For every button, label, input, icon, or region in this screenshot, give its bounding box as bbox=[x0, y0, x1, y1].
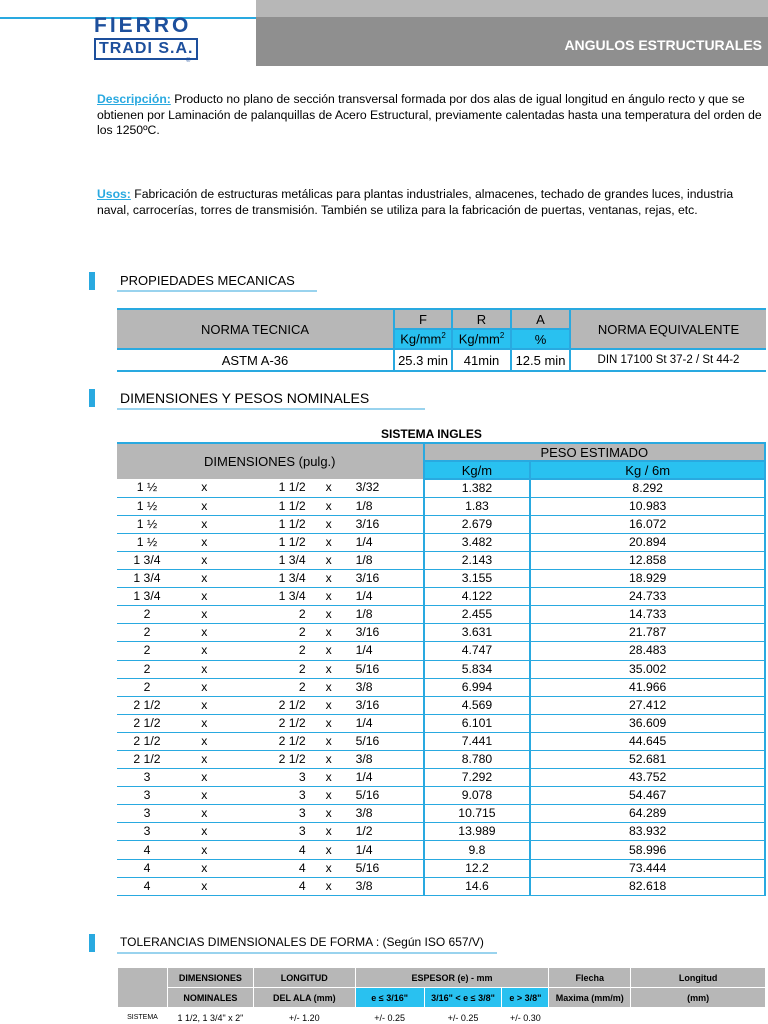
mech-col-f: F bbox=[394, 309, 452, 329]
tol-h-lng1: Longitud bbox=[631, 968, 766, 988]
uses-paragraph bbox=[97, 187, 765, 218]
cell-dim-x1: x bbox=[177, 714, 232, 732]
cell-dim-x1: x bbox=[177, 678, 232, 696]
description-text: Producto no plano de sección transversal formada por dos alas de igual longitud en ángulo recto y que se obtienen por Laminación de palanquillas de Acero Estructural, previamente calentadas hasta una temperatura del orden de los 1250ºC. bbox=[97, 92, 762, 137]
table-row bbox=[117, 588, 765, 606]
cell-dim-e: 1/8 bbox=[344, 551, 424, 569]
tol-h-flecha1: Flecha bbox=[549, 968, 631, 988]
cell-kg6m: 64.289 bbox=[530, 805, 765, 823]
uses-text: Fabricación de estructuras metálicas para plantas industriales, almacenes, techado de grandes luces, industria naval, carrocerías, torres de transmisión. También se utiliza para la fabricación de puertas, ventanas, rejas, etc. bbox=[97, 187, 734, 217]
dims-heading-underline bbox=[117, 408, 425, 410]
cell-dim-e: 3/16 bbox=[344, 624, 424, 642]
mech-heading: PROPIEDADES MECANICAS bbox=[120, 273, 295, 288]
tol-h-dims2: NOMINALES bbox=[167, 988, 253, 1008]
cell-dim-e: 1/8 bbox=[344, 606, 424, 624]
cell-dim-e: 5/16 bbox=[344, 859, 424, 877]
uses-label: Usos: bbox=[97, 187, 131, 201]
cell-dim-e: 3/8 bbox=[344, 751, 424, 769]
tol-table bbox=[117, 967, 766, 1024]
cell-dim-x2: x bbox=[314, 515, 344, 533]
cell-kg6m: 12.858 bbox=[530, 551, 765, 569]
cell-dim-x2: x bbox=[314, 805, 344, 823]
table-row bbox=[117, 678, 765, 696]
table-row bbox=[117, 479, 765, 497]
cell-dim-e: 3/16 bbox=[344, 570, 424, 588]
section-marker bbox=[89, 272, 95, 290]
cell-dim-b: 4 bbox=[232, 841, 314, 859]
cell-dim-x2: x bbox=[314, 787, 344, 805]
cell-kgm: 10.715 bbox=[424, 805, 531, 823]
table-row bbox=[117, 714, 765, 732]
tol-row-lng bbox=[631, 1008, 766, 1024]
mech-unit-f: $Kg/mm^2$ bbox=[394, 329, 452, 349]
cell-kg6m: 73.444 bbox=[530, 859, 765, 877]
cell-dim-e: 5/16 bbox=[344, 732, 424, 750]
cell-dim-b: 3 bbox=[232, 805, 314, 823]
table-row bbox=[117, 823, 765, 841]
cell-dim-x1: x bbox=[177, 751, 232, 769]
cell-kgm: 5.834 bbox=[424, 660, 531, 678]
cell-kgm: 3.631 bbox=[424, 624, 531, 642]
section-marker bbox=[89, 389, 95, 407]
cell-dim-a: 3 bbox=[117, 787, 177, 805]
table-row bbox=[117, 515, 765, 533]
cell-dim-a: 2 1/2 bbox=[117, 696, 177, 714]
cell-dim-x1: x bbox=[177, 787, 232, 805]
tol-row-flecha bbox=[549, 1008, 631, 1024]
cell-dim-x1: x bbox=[177, 551, 232, 569]
cell-dim-e: 1/4 bbox=[344, 769, 424, 787]
dims-col-dims: DIMENSIONES (pulg.) bbox=[117, 443, 424, 479]
cell-dim-e: 3/8 bbox=[344, 678, 424, 696]
cell-dim-x2: x bbox=[314, 696, 344, 714]
cell-dim-b: 4 bbox=[232, 877, 314, 895]
cell-kgm: 1.382 bbox=[424, 479, 531, 497]
cell-kgm: 7.441 bbox=[424, 732, 531, 750]
cell-kgm: 9.8 bbox=[424, 841, 531, 859]
cell-dim-e: 1/8 bbox=[344, 497, 424, 515]
cell-kg6m: 24.733 bbox=[530, 588, 765, 606]
cell-kg6m: 44.645 bbox=[530, 732, 765, 750]
cell-dim-b: 2 1/2 bbox=[232, 732, 314, 750]
table-row bbox=[117, 732, 765, 750]
cell-dim-a: 1 3/4 bbox=[117, 588, 177, 606]
cell-dim-x1: x bbox=[177, 859, 232, 877]
cell-dim-b: 3 bbox=[232, 787, 314, 805]
cell-kgm: 6.101 bbox=[424, 714, 531, 732]
cell-dim-x2: x bbox=[314, 588, 344, 606]
cell-dim-e: 1/4 bbox=[344, 841, 424, 859]
cell-dim-e: 3/8 bbox=[344, 805, 424, 823]
cell-dim-b: 2 bbox=[232, 624, 314, 642]
cell-dim-e: 1/4 bbox=[344, 642, 424, 660]
cell-dim-e: 1/4 bbox=[344, 533, 424, 551]
mech-col-a: A bbox=[511, 309, 570, 329]
mech-val-f: 25.3 min bbox=[394, 349, 452, 371]
cell-dim-x2: x bbox=[314, 751, 344, 769]
description-label: Descripción: bbox=[97, 92, 171, 106]
cell-kgm: 9.078 bbox=[424, 787, 531, 805]
cell-kg6m: 41.966 bbox=[530, 678, 765, 696]
cell-dim-x2: x bbox=[314, 877, 344, 895]
cell-dim-x1: x bbox=[177, 588, 232, 606]
table-row bbox=[117, 859, 765, 877]
cell-dim-b: 1 3/4 bbox=[232, 588, 314, 606]
cell-kg6m: 18.929 bbox=[530, 570, 765, 588]
cell-kgm: 4.122 bbox=[424, 588, 531, 606]
cell-dim-e: 5/16 bbox=[344, 660, 424, 678]
cell-dim-b: 2 bbox=[232, 606, 314, 624]
cell-dim-b: 2 1/2 bbox=[232, 751, 314, 769]
cell-dim-a: 3 bbox=[117, 769, 177, 787]
cell-dim-b: 2 bbox=[232, 642, 314, 660]
table-row bbox=[117, 642, 765, 660]
cell-dim-x2: x bbox=[314, 769, 344, 787]
cell-dim-x1: x bbox=[177, 570, 232, 588]
cell-kg6m: 35.002 bbox=[530, 660, 765, 678]
cell-kg6m: 54.467 bbox=[530, 787, 765, 805]
mech-val-norma: ASTM A-36 bbox=[221, 352, 289, 368]
tol-h-e1: e ≤ 3/16" bbox=[355, 988, 424, 1008]
cell-kgm: 3.482 bbox=[424, 533, 531, 551]
cell-kgm: 4.747 bbox=[424, 642, 531, 660]
cell-dim-a: 2 1/2 bbox=[117, 714, 177, 732]
cell-dim-b: 2 1/2 bbox=[232, 696, 314, 714]
cell-kgm: 14.6 bbox=[424, 877, 531, 895]
cell-dim-e: 3/16 bbox=[344, 515, 424, 533]
cell-dim-x2: x bbox=[314, 533, 344, 551]
cell-dim-x2: x bbox=[314, 859, 344, 877]
cell-kgm: 1.83 bbox=[424, 497, 531, 515]
cell-dim-b: 1 1/2 bbox=[232, 533, 314, 551]
cell-dim-e: 5/16 bbox=[344, 787, 424, 805]
table-row bbox=[117, 497, 765, 515]
cell-dim-x2: x bbox=[314, 642, 344, 660]
cell-dim-b: 1 1/2 bbox=[232, 479, 314, 497]
registered-mark: ® bbox=[186, 58, 191, 64]
cell-kg6m: 14.733 bbox=[530, 606, 765, 624]
header-band-light bbox=[256, 0, 768, 17]
cell-dim-x1: x bbox=[177, 660, 232, 678]
cell-dim-a: 2 bbox=[117, 606, 177, 624]
cell-dim-x2: x bbox=[314, 551, 344, 569]
table-row bbox=[117, 551, 765, 569]
cell-dim-b: 1 1/2 bbox=[232, 497, 314, 515]
tol-h-esp: ESPESOR (e) - mm bbox=[355, 968, 549, 988]
tol-row-e1: +/- 0.25 bbox=[355, 1008, 424, 1024]
cell-dim-x1: x bbox=[177, 841, 232, 859]
table-row bbox=[117, 533, 765, 551]
cell-dim-x2: x bbox=[314, 606, 344, 624]
cell-dim-e: 3/8 bbox=[344, 877, 424, 895]
cell-dim-x1: x bbox=[177, 533, 232, 551]
header-band-dark bbox=[256, 17, 768, 66]
cell-kgm: 8.780 bbox=[424, 751, 531, 769]
cell-kgm: 3.155 bbox=[424, 570, 531, 588]
cell-dim-b: 1 3/4 bbox=[232, 570, 314, 588]
mech-val-a: 12.5 min bbox=[511, 349, 570, 371]
cell-dim-x2: x bbox=[314, 570, 344, 588]
cell-kgm: 2.679 bbox=[424, 515, 531, 533]
dims-col-kgm: Kg/m bbox=[424, 461, 531, 479]
cell-kg6m: 20.894 bbox=[530, 533, 765, 551]
cell-dim-a: 3 bbox=[117, 823, 177, 841]
cell-dim-a: 4 bbox=[117, 859, 177, 877]
cell-dim-x2: x bbox=[314, 823, 344, 841]
dims-col-peso: PESO ESTIMADO bbox=[424, 443, 765, 461]
table-row bbox=[117, 841, 765, 859]
cell-kg6m: 27.412 bbox=[530, 696, 765, 714]
table-row bbox=[117, 696, 765, 714]
cell-dim-a: 1 3/4 bbox=[117, 551, 177, 569]
cell-dim-a: 2 bbox=[117, 642, 177, 660]
cell-dim-b: 3 bbox=[232, 769, 314, 787]
cell-dim-a: 2 bbox=[117, 660, 177, 678]
cell-dim-e: 3/16 bbox=[344, 696, 424, 714]
table-row bbox=[117, 877, 765, 895]
cell-kg6m: 52.681 bbox=[530, 751, 765, 769]
dims-table bbox=[117, 442, 766, 896]
mech-col-r: R bbox=[452, 309, 511, 329]
cell-dim-x2: x bbox=[314, 841, 344, 859]
tol-h-flecha2: Maxima (mm/m) bbox=[549, 988, 631, 1008]
tol-heading: TOLERANCIAS DIMENSIONALES DE FORMA : (Según ISO 657/V) bbox=[120, 935, 484, 949]
tol-h-e3: e > 3/8" bbox=[502, 988, 549, 1008]
section-marker bbox=[89, 934, 95, 952]
mech-unit-r: $Kg/mm^2$ bbox=[452, 329, 511, 349]
cell-kg6m: 16.072 bbox=[530, 515, 765, 533]
cell-dim-b: 1 3/4 bbox=[232, 551, 314, 569]
tol-row-system: SISTEMA bbox=[118, 1008, 168, 1024]
company-logo bbox=[94, 14, 204, 68]
cell-kg6m: 83.932 bbox=[530, 823, 765, 841]
mech-table bbox=[117, 308, 766, 372]
cell-dim-a: 3 bbox=[117, 805, 177, 823]
tol-row-long: +/- 1.20 bbox=[253, 1008, 355, 1024]
cell-dim-x1: x bbox=[177, 624, 232, 642]
tol-h-lng2: (mm) bbox=[631, 988, 766, 1008]
system-label: SISTEMA INGLES bbox=[381, 427, 482, 441]
tol-h-e2: 3/16" < e ≤ 3/8" bbox=[424, 988, 502, 1008]
tol-corner bbox=[118, 968, 168, 1008]
cell-dim-a: 1 ½ bbox=[117, 515, 177, 533]
logo-top-text: FIERRO bbox=[94, 14, 192, 37]
cell-kg6m: 82.618 bbox=[530, 877, 765, 895]
cell-dim-a: 2 1/2 bbox=[117, 751, 177, 769]
table-row bbox=[117, 751, 765, 769]
cell-dim-x1: x bbox=[177, 696, 232, 714]
cell-dim-b: 4 bbox=[232, 859, 314, 877]
dims-table-body bbox=[117, 479, 765, 895]
cell-dim-a: 1 3/4 bbox=[117, 570, 177, 588]
cell-dim-a: 4 bbox=[117, 877, 177, 895]
cell-dim-a: 1 ½ bbox=[117, 497, 177, 515]
cell-kgm: 7.292 bbox=[424, 769, 531, 787]
cell-dim-a: 2 bbox=[117, 624, 177, 642]
cell-dim-e: 1/4 bbox=[344, 588, 424, 606]
cell-dim-e: 1/4 bbox=[344, 714, 424, 732]
tol-row-e3: +/- 0.30 bbox=[502, 1008, 549, 1024]
cell-kg6m: 8.292 bbox=[530, 479, 765, 497]
cell-dim-x2: x bbox=[314, 732, 344, 750]
table-row bbox=[117, 624, 765, 642]
cell-dim-x1: x bbox=[177, 823, 232, 841]
cell-kg6m: 58.996 bbox=[530, 841, 765, 859]
mech-heading-underline bbox=[117, 290, 317, 292]
cell-dim-x2: x bbox=[314, 497, 344, 515]
cell-kgm: 13.989 bbox=[424, 823, 531, 841]
table-row bbox=[117, 570, 765, 588]
cell-dim-x2: x bbox=[314, 479, 344, 497]
tol-h-long2: DEL ALA (mm) bbox=[253, 988, 355, 1008]
cell-dim-b: 2 bbox=[232, 678, 314, 696]
cell-dim-x1: x bbox=[177, 606, 232, 624]
mech-col-norma: NORMA TECNICA bbox=[117, 309, 394, 349]
cell-dim-a: 1 ½ bbox=[117, 479, 177, 497]
cell-dim-a: 1 ½ bbox=[117, 533, 177, 551]
cell-dim-x1: x bbox=[177, 805, 232, 823]
cell-dim-x2: x bbox=[314, 624, 344, 642]
cell-kgm: 2.455 bbox=[424, 606, 531, 624]
cell-kg6m: 21.787 bbox=[530, 624, 765, 642]
logo-bottom-text: TRADI S.A. bbox=[94, 38, 198, 60]
cell-dim-x1: x bbox=[177, 497, 232, 515]
cell-dim-x1: x bbox=[177, 479, 232, 497]
cell-kgm: 12.2 bbox=[424, 859, 531, 877]
page-title: ANGULOS ESTRUCTURALES bbox=[564, 37, 762, 53]
mech-unit-a: % bbox=[511, 329, 570, 349]
cell-kg6m: 43.752 bbox=[530, 769, 765, 787]
description-paragraph bbox=[97, 92, 765, 139]
dims-col-kg6m: Kg / 6m bbox=[530, 461, 765, 479]
dims-heading: DIMENSIONES Y PESOS NOMINALES bbox=[120, 390, 370, 406]
cell-kg6m: 28.483 bbox=[530, 642, 765, 660]
cell-dim-x1: x bbox=[177, 515, 232, 533]
cell-dim-x1: x bbox=[177, 877, 232, 895]
mech-val-r: 41min bbox=[452, 349, 511, 371]
cell-dim-x2: x bbox=[314, 714, 344, 732]
tol-row-dims: 1 1/2, 1 3/4" x 2" bbox=[167, 1008, 253, 1024]
cell-kg6m: 36.609 bbox=[530, 714, 765, 732]
table-row bbox=[117, 769, 765, 787]
table-row bbox=[117, 606, 765, 624]
cell-kgm: 2.143 bbox=[424, 551, 531, 569]
cell-dim-b: 2 1/2 bbox=[232, 714, 314, 732]
tol-h-dims1: DIMENSIONES bbox=[167, 968, 253, 988]
mech-col-equiv: NORMA EQUIVALENTE bbox=[570, 309, 766, 349]
tol-row-e2: +/- 0.25 bbox=[424, 1008, 502, 1024]
cell-dim-a: 2 bbox=[117, 678, 177, 696]
cell-dim-b: 2 bbox=[232, 660, 314, 678]
cell-dim-e: 3/32 bbox=[344, 479, 424, 497]
cell-kg6m: 10.983 bbox=[530, 497, 765, 515]
cell-dim-x1: x bbox=[177, 642, 232, 660]
table-row bbox=[117, 660, 765, 678]
table-row bbox=[117, 805, 765, 823]
cell-dim-b: 3 bbox=[232, 823, 314, 841]
tol-heading-underline bbox=[117, 952, 497, 954]
cell-dim-x2: x bbox=[314, 660, 344, 678]
cell-dim-b: 1 1/2 bbox=[232, 515, 314, 533]
cell-dim-a: 4 bbox=[117, 841, 177, 859]
mech-val-equiv: DIN 17100 St 37-2 / St 44-2 bbox=[570, 349, 766, 371]
cell-dim-x1: x bbox=[177, 732, 232, 750]
cell-kgm: 6.994 bbox=[424, 678, 531, 696]
cell-dim-x1: x bbox=[177, 769, 232, 787]
cell-dim-x2: x bbox=[314, 678, 344, 696]
table-row bbox=[117, 787, 765, 805]
cell-dim-e: 1/2 bbox=[344, 823, 424, 841]
tol-h-long1: LONGITUD bbox=[253, 968, 355, 988]
cell-kgm: 4.569 bbox=[424, 696, 531, 714]
cell-dim-a: 2 1/2 bbox=[117, 732, 177, 750]
